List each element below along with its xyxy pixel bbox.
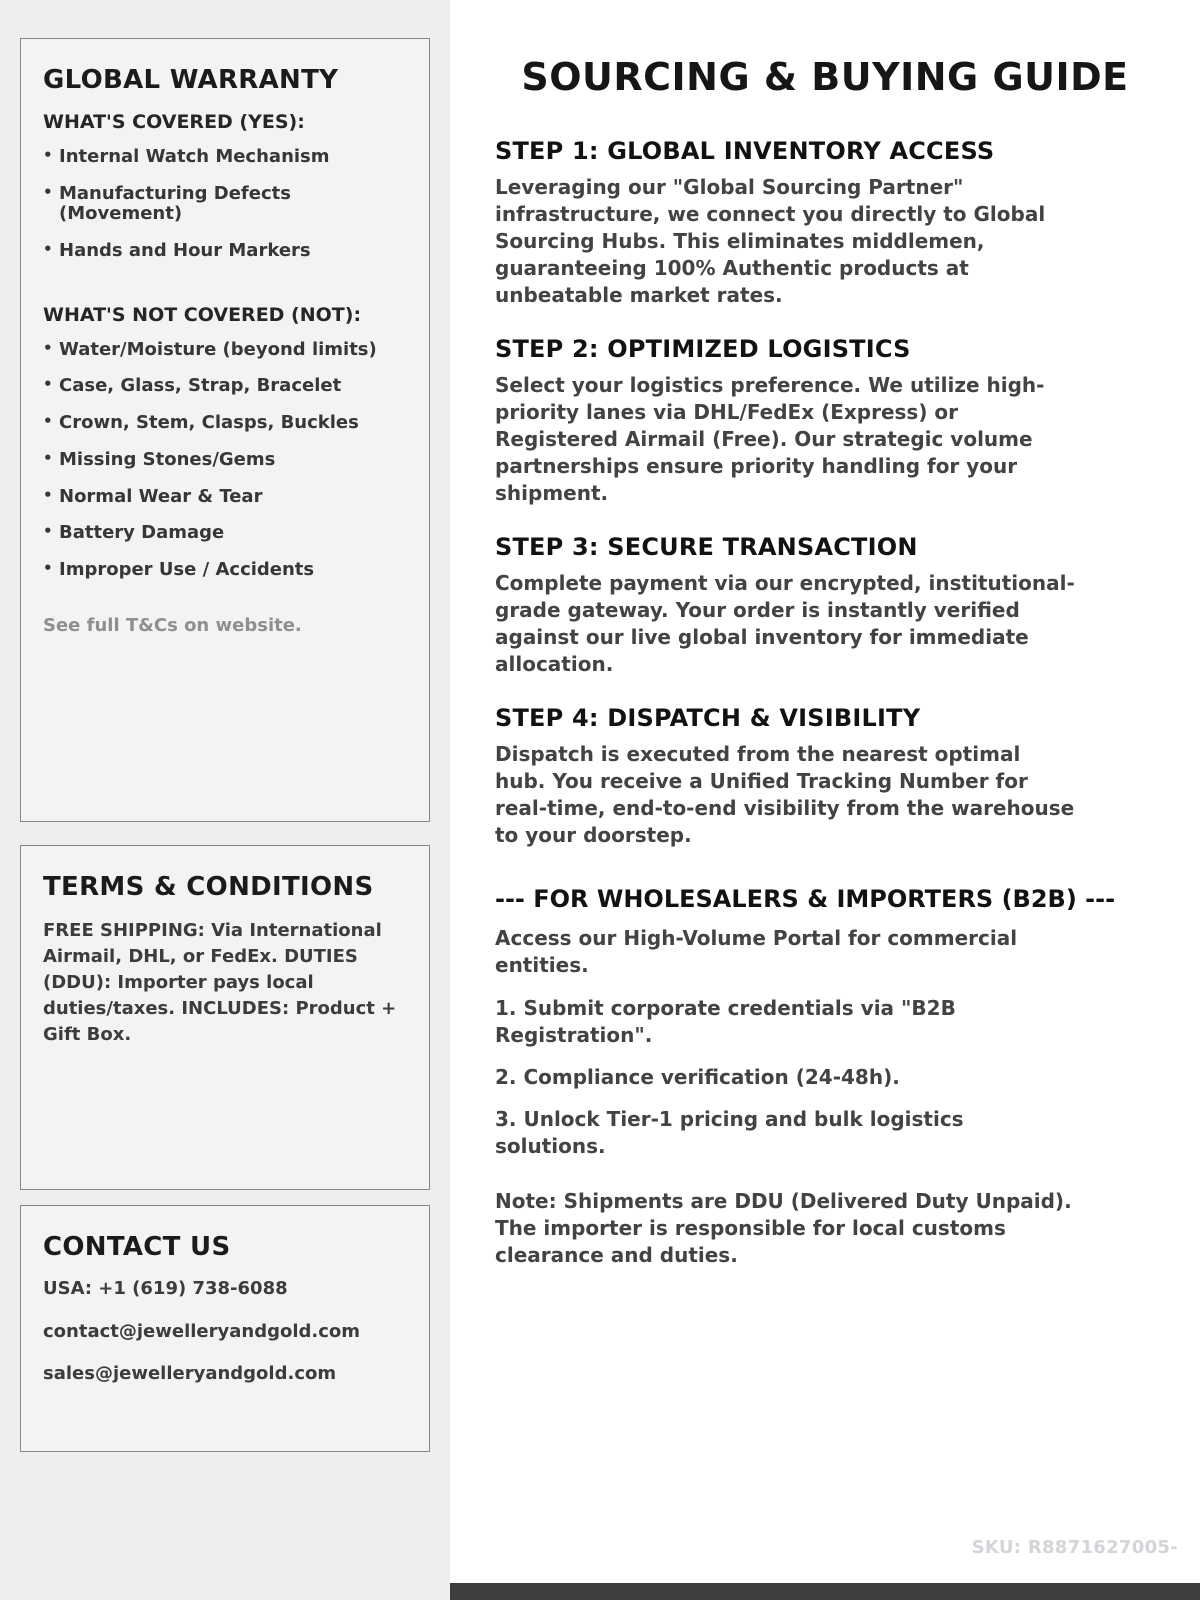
step-heading: STEP 1: GLOBAL INVENTORY ACCESS <box>495 137 995 165</box>
contact-panel <box>20 1205 430 1452</box>
step-body: Leveraging our "Global Sourcing Partner" infrastructure, we connect you directly to Global Sourcing Hubs. This eliminates middlemen, guaranteeing 100% Authentic products at unbeatable market rates. <box>495 175 1046 307</box>
contact-line: sales@jewelleryandgold.com <box>43 1363 337 1385</box>
covered-list <box>43 147 407 262</box>
b2b-step: 3. Unlock Tier-1 pricing and bulk logistics solutions. <box>495 1107 964 1158</box>
step-body: Dispatch is executed from the nearest optimal hub. You receive a Unified Tracking Number for real-time, end-to-end visibility from the warehouse to your doorstep. <box>495 742 1075 847</box>
step-heading: STEP 3: SECURE TRANSACTION <box>495 533 918 561</box>
page-title: SOURCING & BUYING GUIDE <box>521 55 1129 99</box>
step-section <box>495 335 1155 507</box>
not-covered-heading: WHAT'S NOT COVERED (NOT): <box>43 303 362 326</box>
covered-heading: WHAT'S COVERED (YES): <box>43 111 305 133</box>
main-content <box>450 0 1200 1600</box>
list-item: • Improper Use / Accidents <box>43 560 407 581</box>
warranty-title: GLOBAL WARRANTY <box>43 65 339 95</box>
b2b-step: 2. Compliance verification (24-48h). <box>495 1065 900 1089</box>
contact-title: CONTACT US <box>43 1232 231 1262</box>
list-item: • Case, Glass, Strap, Bracelet <box>43 376 407 397</box>
list-item: • Battery Damage <box>43 523 407 544</box>
not-covered-list <box>43 340 407 581</box>
list-item: • Internal Watch Mechanism <box>43 147 407 168</box>
contact-line: contact@jewelleryandgold.com <box>43 1320 361 1342</box>
step-heading: STEP 2: OPTIMIZED LOGISTICS <box>495 335 911 363</box>
footer-bar <box>450 1583 1200 1600</box>
b2b-note: Note: Shipments are DDU (Delivered Duty Unpaid). The importer is responsible for local customs clearance and duties. <box>495 1189 1072 1267</box>
step-section <box>495 137 1155 309</box>
list-item: • Normal Wear & Tear <box>43 487 407 508</box>
b2b-intro: Access our High-Volume Portal for commercial entities. <box>495 926 1018 977</box>
sku-label: SKU: R8871627005- <box>971 1537 1178 1558</box>
list-item: • Water/Moisture (beyond limits) <box>43 340 407 361</box>
contact-line: USA: +1 (619) 738-6088 <box>43 1278 288 1299</box>
terms-title: TERMS & CONDITIONS <box>43 872 374 902</box>
step-body: Complete payment via our encrypted, institutional-grade gateway. Your order is instantly verified against our live global inventory for immediate allocation. <box>495 571 1075 676</box>
terms-panel <box>20 845 430 1190</box>
list-item: • Crown, Stem, Clasps, Buckles <box>43 413 407 434</box>
b2b-section <box>495 885 1155 1269</box>
list-item: • Hands and Hour Markers <box>43 241 407 262</box>
steps-sections <box>495 137 1155 849</box>
step-section <box>495 704 1155 849</box>
b2b-step: 1. Submit corporate credentials via "B2B Registration". <box>495 996 956 1047</box>
step-heading: STEP 4: DISPATCH & VISIBILITY <box>495 704 921 732</box>
list-item: • Manufacturing Defects (Movement) <box>43 184 407 225</box>
b2b-heading: --- FOR WHOLESALERS & IMPORTERS (B2B) --- <box>495 885 1116 913</box>
b2b-steps <box>495 995 1155 1160</box>
list-item: • Missing Stones/Gems <box>43 450 407 471</box>
terms-body: FREE SHIPPING: Via International Airmail, DHL, or FedEx. DUTIES (DDU): Importer pays local duties/taxes. INCLUDES: Product + Gift Box. <box>43 920 397 1046</box>
sidebar <box>0 0 450 1600</box>
contact-lines <box>43 1278 407 1385</box>
warranty-footnote: See full T&Cs on website. <box>43 614 302 636</box>
step-body: Select your logistics preference. We utilize high-priority lanes via DHL/FedEx (Express) or Registered Airmail (Free). Our strategic volume partnerships ensure priority handling for your shipment. <box>495 373 1045 505</box>
step-section <box>495 533 1155 678</box>
warranty-panel <box>20 38 430 822</box>
